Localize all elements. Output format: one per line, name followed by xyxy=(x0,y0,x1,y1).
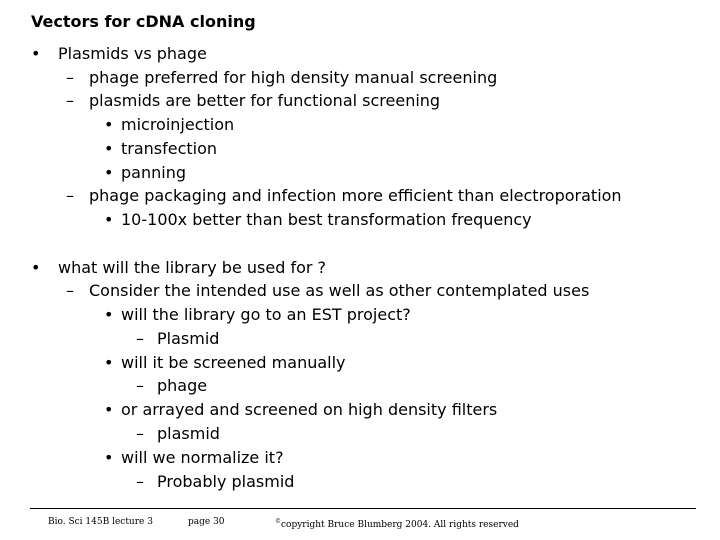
answer-plasmid-lower: plasmid xyxy=(157,424,220,443)
answer-phage: phage xyxy=(157,376,208,395)
dash-marker: – xyxy=(66,281,74,300)
answer-plasmid: Plasmid xyxy=(157,329,220,348)
sub-sub-bullet-arrayed: or arrayed and screened on high density filters xyxy=(121,400,498,419)
bullet-marker: • xyxy=(104,210,114,229)
bullet-marker: • xyxy=(104,139,114,158)
bullet-marker: • xyxy=(104,353,114,372)
dash-marker: – xyxy=(66,91,74,110)
bullet-plasmids-vs-phage: Plasmids vs phage xyxy=(58,44,207,63)
footer-copyright xyxy=(275,516,519,531)
footer-course: Bio. Sci 145B lecture 3 xyxy=(48,517,153,527)
bullet-marker: • xyxy=(104,305,114,324)
sub-bullet-phage-preferred: phage preferred for high density manual screening xyxy=(89,68,498,87)
dash-marker: – xyxy=(66,186,74,205)
sub-sub-bullet-transfection: transfection xyxy=(121,139,218,158)
bullet-marker: • xyxy=(31,258,41,277)
dash-marker: – xyxy=(136,424,144,443)
footer-page-number: page 30 xyxy=(188,517,225,527)
slide-title: Vectors for cDNA cloning xyxy=(31,12,256,31)
dash-marker: – xyxy=(66,68,74,87)
sub-sub-bullet-10-100x: 10-100x better than best transformation frequency xyxy=(121,210,532,229)
sub-sub-bullet-normalize: will we normalize it? xyxy=(121,448,284,467)
bullet-marker: • xyxy=(104,448,114,467)
sub-sub-bullet-panning: panning xyxy=(121,163,186,182)
sub-bullet-phage-packaging: phage packaging and infection more efficient than electroporation xyxy=(89,186,622,205)
sub-sub-bullet-screened-manually: will it be screened manually xyxy=(121,353,346,372)
dash-marker: – xyxy=(136,376,144,395)
sub-sub-bullet-est-project: will the library go to an EST project? xyxy=(121,305,411,324)
footer-divider xyxy=(30,508,696,509)
answer-probably-plasmid: Probably plasmid xyxy=(157,472,295,491)
bullet-marker: • xyxy=(104,115,114,134)
copyright-symbol: © xyxy=(275,518,281,525)
bullet-marker: • xyxy=(31,44,41,63)
bullet-marker: • xyxy=(104,163,114,182)
bullet-library-use: what will the library be used for ? xyxy=(58,258,327,277)
copyright-text: copyright Bruce Blumberg 2004. All rights reserved xyxy=(281,520,519,530)
sub-bullet-plasmids-better: plasmids are better for functional screening xyxy=(89,91,441,110)
bullet-marker: • xyxy=(104,400,114,419)
dash-marker: – xyxy=(136,329,144,348)
sub-bullet-consider-use: Consider the intended use as well as other contemplated uses xyxy=(89,281,590,300)
sub-sub-bullet-microinjection: microinjection xyxy=(121,115,235,134)
dash-marker: – xyxy=(136,472,144,491)
